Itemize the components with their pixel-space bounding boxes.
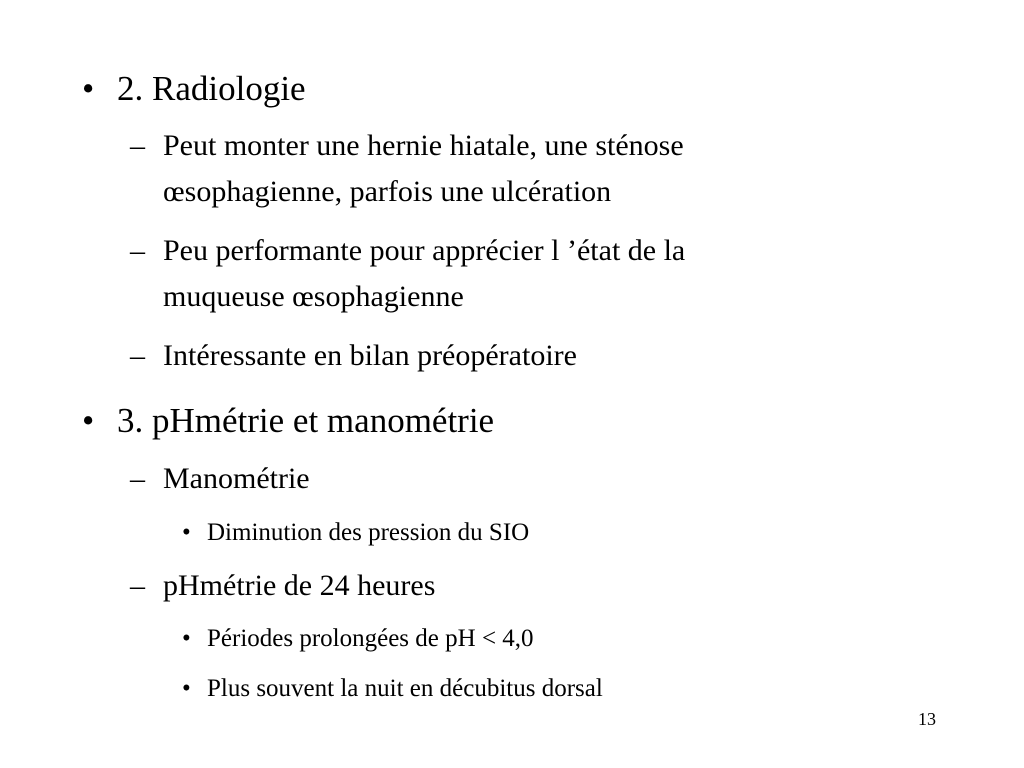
bullet-marker: • (182, 625, 191, 652)
bullet-marker: • (182, 519, 191, 546)
sub-item-text: Peut monter une hernie hiatale, une sténose (163, 129, 684, 162)
sub-item-text-continuation: muqueuse œsophagienne (163, 280, 464, 313)
bullet-marker: • (82, 401, 95, 440)
sub-item-text-continuation: œsophagienne, parfois une ulcération (163, 175, 612, 208)
bullet-text: 3. pHmétrie et manométrie (117, 401, 495, 440)
bullet-marker: • (182, 675, 191, 702)
dash-marker: – (130, 234, 145, 267)
bullet-text: 2. Radiologie (117, 69, 306, 108)
sub-sub-item-text: Diminution des pression du SIO (207, 519, 530, 546)
dash-marker: – (130, 462, 145, 495)
dash-marker: – (130, 129, 145, 162)
sub-item-text: Peu performante pour apprécier l ’état de la (163, 234, 686, 267)
sub-item-text: Intéressante en bilan préopératoire (163, 339, 577, 372)
dash-marker: – (130, 339, 145, 372)
dash-marker: – (130, 569, 145, 602)
sub-sub-item-text: Plus souvent la nuit en décubitus dorsal (207, 675, 603, 702)
page-number: 13 (918, 709, 936, 729)
sub-item-text: pHmétrie de 24 heures (163, 569, 436, 602)
sub-sub-item-text: Périodes prolongées de pH < 4,0 (207, 625, 534, 652)
sub-item-text: Manométrie (163, 462, 310, 495)
bullet-marker: • (82, 69, 95, 108)
